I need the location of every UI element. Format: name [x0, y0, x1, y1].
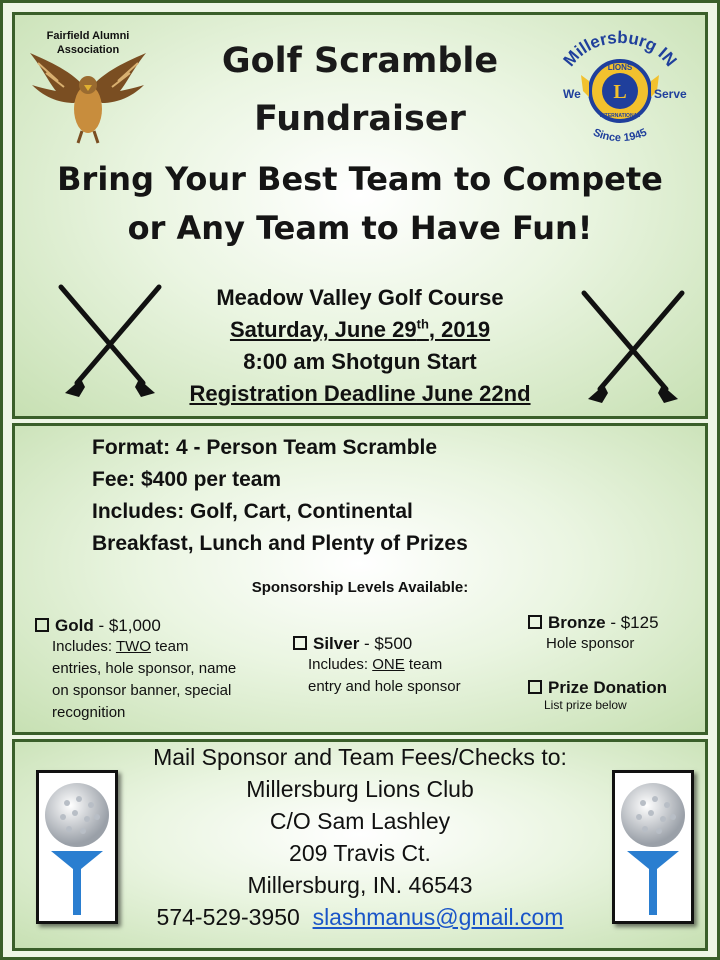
mail-street: 209 Travis Ct.: [289, 840, 431, 866]
bronze-level-line-1: Hole sponsor: [546, 635, 635, 652]
start-time: 8:00 am Shotgun Start: [243, 349, 477, 374]
mail-city: Millersburg, IN. 46543: [247, 872, 473, 898]
prize-donation-title: Prize Donation: [528, 678, 708, 698]
registration-deadline: Registration Deadline June 22nd: [189, 381, 531, 406]
checkbox-icon: [35, 618, 49, 632]
mail-heading: Mail Sponsor and Team Fees/Checks to:: [153, 744, 567, 770]
fairfield-logo-text: Fairfield Alumni Association: [46, 30, 130, 56]
fee-text: Fee: $400 per team: [92, 468, 282, 491]
svg-text:LIONS: LIONS: [607, 63, 633, 72]
bronze-level: [528, 613, 708, 655]
title-line-1: Golf Scramble: [221, 41, 499, 81]
gold-level-line-3: on sponsor banner, special: [52, 682, 232, 699]
svg-text:L: L: [613, 81, 627, 103]
silver-level: [293, 634, 513, 698]
checkbox-icon: [528, 615, 542, 629]
silver-level-line-2: entry and hole sponsor: [308, 678, 461, 695]
svg-text:INTERNATIONAL: INTERNATIONAL: [599, 113, 641, 119]
gold-level-line-1: Includes: TWO team: [52, 638, 189, 655]
prize-donation-level: [528, 678, 708, 712]
details-panel: [12, 423, 708, 735]
silver-level-line-1: Includes: ONE team: [308, 656, 443, 673]
title-line-2: Fundraiser: [254, 99, 466, 139]
silver-level-title: Silver - $500: [293, 634, 513, 654]
includes-line-2: Breakfast, Lunch and Plenty of Prizes: [92, 532, 468, 555]
format-text: Format: 4 - Person Team Scramble: [92, 436, 438, 459]
mail-organization: Millersburg Lions Club: [246, 776, 474, 802]
course-name: Meadow Valley Golf Course: [216, 285, 504, 310]
includes-line-1: Includes: Golf, Cart, Continental: [92, 500, 413, 523]
event-date: Saturday, June 29th, 2019: [229, 317, 491, 343]
header-panel: [12, 12, 708, 419]
svg-text:We: We: [563, 87, 581, 101]
checkbox-icon: [528, 680, 542, 694]
gold-level-line-4: recognition: [52, 704, 126, 721]
tagline-line-2: or Any Team to Have Fun!: [127, 209, 593, 247]
checkbox-icon: [293, 636, 307, 650]
contact-line: [15, 904, 705, 931]
bronze-level-title: Bronze - $125: [528, 613, 708, 633]
prize-donation-line-1: List prize below: [544, 698, 627, 712]
gold-level-title: Gold - $1,000: [35, 616, 285, 636]
mailing-panel: [12, 739, 708, 951]
email-link[interactable]: slashmanus@gmail.com: [312, 904, 564, 930]
sponsorship-heading: Sponsorship Levels Available:: [251, 579, 469, 596]
mail-attention: C/O Sam Lashley: [269, 808, 451, 834]
tagline-line-1: Bring Your Best Team to Compete: [57, 160, 663, 198]
gold-level: [35, 616, 285, 724]
svg-text:Since 1945: Since 1945: [591, 126, 649, 145]
svg-text:Millersburg IN: Millersburg IN: [559, 29, 681, 71]
gold-level-line-2: entries, hole sponsor, name: [52, 660, 237, 677]
svg-text:Serve: Serve: [654, 87, 687, 101]
phone-number: 574-529-3950: [156, 904, 300, 930]
